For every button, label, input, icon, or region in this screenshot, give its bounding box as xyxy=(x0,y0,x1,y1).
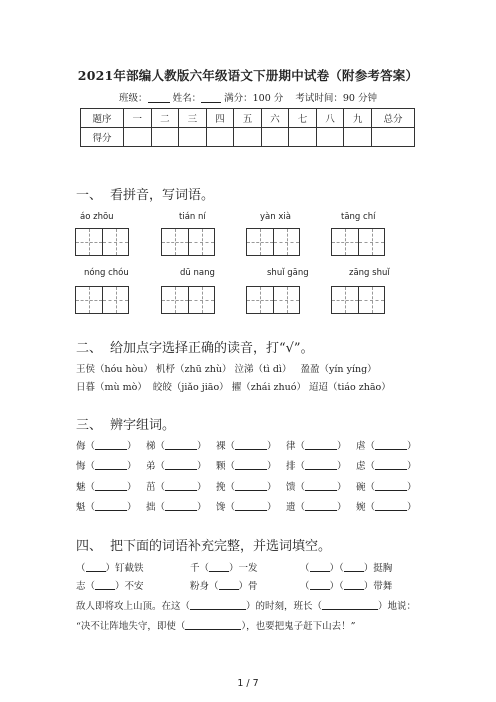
answer-blank[interactable] xyxy=(95,460,127,470)
answer-blank[interactable] xyxy=(235,481,267,491)
character: 婉 xyxy=(356,502,366,513)
answer-blank[interactable] xyxy=(95,501,127,511)
answer-blank[interactable] xyxy=(310,580,330,590)
pinyin-label: dū nang xyxy=(180,268,215,278)
answer-blank[interactable] xyxy=(375,440,407,450)
score-table-header-row xyxy=(81,109,415,128)
page-title: 2021年部编人教版六年级语文下册期中试卷（附参考答案） xyxy=(77,68,419,83)
score-header-cell: 二 xyxy=(151,109,179,128)
word-group-item: 虑（ ） xyxy=(356,461,417,472)
answer-blank[interactable] xyxy=(165,481,197,491)
word-group-item: 律（ ） xyxy=(286,441,347,452)
word-group-item: 婉（ ） xyxy=(356,502,417,513)
score-header-cell: 题序 xyxy=(81,109,124,128)
pinyin-label: áo zhōu xyxy=(80,212,114,222)
word-group-item: 弟（ ） xyxy=(146,461,207,472)
character: 裸 xyxy=(216,441,226,452)
idiom-item: 志（ ）不安 xyxy=(76,581,144,592)
score-header-cell: 七 xyxy=(289,109,317,128)
idiom-item: （ ）（ ）带舞 xyxy=(300,581,393,592)
character: 魁 xyxy=(76,502,86,513)
word-group-item: 碗（ ） xyxy=(356,482,417,493)
answer-blank[interactable] xyxy=(235,460,267,470)
word-group-item: 拙（ ） xyxy=(146,502,207,513)
score-cell[interactable] xyxy=(179,128,207,147)
answer-blank[interactable] xyxy=(209,562,229,572)
score-cell[interactable] xyxy=(261,128,289,147)
writing-grid[interactable] xyxy=(75,286,129,314)
character: 侮 xyxy=(76,441,86,452)
answer-blank[interactable] xyxy=(235,501,267,511)
word-group-item: 裸（ ） xyxy=(216,441,277,452)
writing-grid[interactable] xyxy=(246,228,300,256)
pinyin-label: nóng chóu xyxy=(84,268,129,278)
character: 虐 xyxy=(356,441,366,452)
answer-blank[interactable] xyxy=(375,460,407,470)
character: 茁 xyxy=(146,482,156,493)
word-group-item: 遗（ ） xyxy=(286,502,347,513)
answer-blank[interactable] xyxy=(305,481,337,491)
score-table-score-row xyxy=(81,128,415,147)
answer-blank[interactable] xyxy=(305,460,337,470)
character: 梯 xyxy=(146,441,156,452)
word-group-item: 侮（ ） xyxy=(76,441,137,452)
fill-sentence: “决不让阵地失守，即使（ ），也要把鬼子赶下山去！” xyxy=(76,621,356,632)
answer-blank[interactable] xyxy=(375,481,407,491)
character: 拙 xyxy=(146,502,156,513)
answer-blank[interactable] xyxy=(95,440,127,450)
character: 排 xyxy=(286,461,296,472)
answer-blank[interactable] xyxy=(344,580,364,590)
word-group-item: 颗（ ） xyxy=(216,461,277,472)
score-cell[interactable] xyxy=(206,128,234,147)
answer-blank[interactable] xyxy=(165,440,197,450)
word-group-item: 魅（ ） xyxy=(76,482,137,493)
word-group-item: 茁（ ） xyxy=(146,482,207,493)
exam-time: 考试时间：90 分钟 xyxy=(295,93,377,104)
answer-blank[interactable] xyxy=(305,440,337,450)
idiom-item: 粉身（ ）骨 xyxy=(190,581,258,592)
pinyin-label: yàn xià xyxy=(260,212,291,222)
score-header-cell: 八 xyxy=(316,109,344,128)
exam-info xyxy=(0,90,496,104)
character: 律 xyxy=(286,441,296,452)
answer-blank[interactable] xyxy=(322,600,378,610)
section-3-heading: 三、 辨字组词。 xyxy=(76,418,176,433)
answer-blank[interactable] xyxy=(95,481,127,491)
writing-grid[interactable] xyxy=(161,286,215,314)
character: 挽 xyxy=(216,482,226,493)
character: 魅 xyxy=(76,482,86,493)
score-header-cell: 六 xyxy=(261,109,289,128)
character: 颗 xyxy=(216,461,226,472)
word-group-item: 虐（ ） xyxy=(356,441,417,452)
answer-blank[interactable] xyxy=(190,600,246,610)
word-group-item: 馋（ ） xyxy=(216,502,277,513)
full-score: 满分：100 分 xyxy=(224,93,284,104)
score-row-label: 得分 xyxy=(81,128,124,147)
score-table xyxy=(80,108,415,147)
class-label: 班级： xyxy=(119,93,148,104)
section-2-heading: 二、 给加点字选择正确的读音，打“√”。 xyxy=(76,341,314,356)
character: 馈 xyxy=(286,482,296,493)
character: 遗 xyxy=(286,502,296,513)
answer-blank[interactable] xyxy=(165,460,197,470)
score-cell[interactable] xyxy=(234,128,262,147)
score-cell[interactable] xyxy=(289,128,317,147)
writing-grid[interactable] xyxy=(331,286,385,314)
score-header-cell: 总分 xyxy=(372,109,415,128)
character: 悔 xyxy=(76,461,86,472)
answer-blank[interactable] xyxy=(86,562,106,572)
score-header-cell: 五 xyxy=(234,109,262,128)
answer-blank[interactable] xyxy=(375,501,407,511)
writing-grid[interactable] xyxy=(246,286,300,314)
score-cell[interactable] xyxy=(124,128,152,147)
reading-choice-line: 日暮（mù mò） 皎皎（jiǎo jiāo） 擢（zhái zhuó） 迢迢（tiáo zhāo） xyxy=(76,382,391,393)
score-cell[interactable] xyxy=(344,128,372,147)
character: 馋 xyxy=(216,502,226,513)
pinyin-label: zāng shuǐ xyxy=(349,268,390,278)
idiom-item: （ ）（ ）挺胸 xyxy=(300,563,393,574)
section-4-heading: 四、 把下面的词语补充完整，并选词填空。 xyxy=(76,539,332,554)
idiom-item: 千（ ）一发 xyxy=(190,563,258,574)
word-group-item: 排（ ） xyxy=(286,461,347,472)
writing-grid[interactable] xyxy=(75,228,129,256)
score-cell[interactable] xyxy=(316,128,344,147)
answer-blank[interactable] xyxy=(344,562,364,572)
reading-choice-line: 王侯（hóu hòu） 机杼（zhū zhù） 泣涕（tì dì） 盈盈（yín yíng） xyxy=(76,364,377,375)
fill-sentence: 敌人即将攻上山顶。在这（ ）的时刻，班长（ ）地说： xyxy=(76,601,417,612)
score-cell[interactable] xyxy=(151,128,179,147)
score-cell[interactable] xyxy=(372,128,415,147)
character: 虑 xyxy=(356,461,366,472)
page-number: 1 / 7 xyxy=(237,678,259,689)
name-label: 姓名： xyxy=(172,93,202,104)
answer-blank[interactable] xyxy=(235,440,267,450)
answer-blank[interactable] xyxy=(310,562,330,572)
answer-blank[interactable] xyxy=(305,501,337,511)
idiom-item: （ ）钉截铁 xyxy=(76,563,144,574)
pinyin-label: tāng chí xyxy=(341,212,376,222)
word-group-item: 挽（ ） xyxy=(216,482,277,493)
word-group-item: 梯（ ） xyxy=(146,441,207,452)
pinyin-label: shuǐ gāng xyxy=(267,268,309,278)
pinyin-label: tián ní xyxy=(179,212,206,222)
section-1-heading: 一、 看拼音，写词语。 xyxy=(76,188,215,203)
answer-blank[interactable] xyxy=(185,620,241,630)
word-group-item: 馈（ ） xyxy=(286,482,347,493)
answer-blank[interactable] xyxy=(219,580,239,590)
answer-blank[interactable] xyxy=(165,501,197,511)
answer-blank[interactable] xyxy=(95,580,115,590)
name-blank[interactable] xyxy=(201,92,221,103)
word-group-item: 魁（ ） xyxy=(76,502,137,513)
writing-grid[interactable] xyxy=(331,228,385,256)
writing-grid[interactable] xyxy=(161,228,215,256)
class-blank[interactable] xyxy=(148,92,170,103)
score-header-cell: 三 xyxy=(179,109,207,128)
character: 碗 xyxy=(356,482,366,493)
score-header-cell: 九 xyxy=(344,109,372,128)
score-header-cell: 一 xyxy=(124,109,152,128)
score-header-cell: 四 xyxy=(206,109,234,128)
word-group-item: 悔（ ） xyxy=(76,461,137,472)
character: 弟 xyxy=(146,461,156,472)
